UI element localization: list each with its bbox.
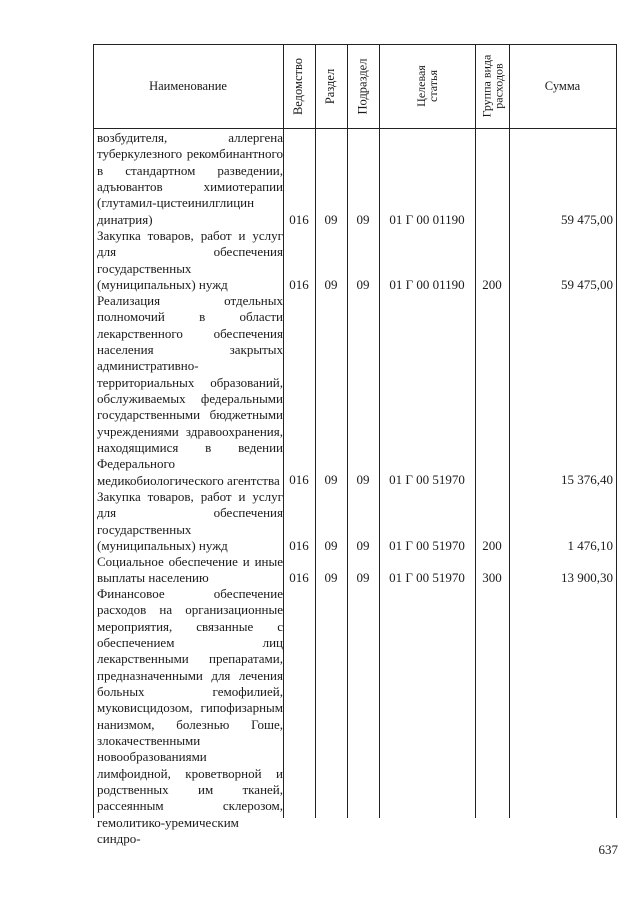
cell-razdel: 09	[324, 570, 338, 585]
table-row	[93, 538, 617, 554]
item-name-text: Реализация отдельных полномочий в области лекарственного обеспечения населения закрытых административно-территориальных образований, обслуживаемых федеральными государственными бюджетными учреждениями здравоохранения, находящимися в ведении Федерального медикобиологического агентства	[97, 293, 283, 488]
grid-line	[315, 44, 316, 818]
item-name-block	[97, 293, 283, 489]
item-name-block	[97, 586, 283, 848]
budget-table	[93, 44, 617, 847]
cell-celevaya: 01 Г 00 01190	[389, 212, 465, 227]
cell-podrazdel: 09	[356, 277, 370, 292]
header-celevaya	[415, 65, 439, 107]
header-summa: Сумма	[544, 78, 581, 93]
item-name-text: Финансовое обеспечение расходов на организационные мероприятия, связанные с обеспечением лиц лекарственными препаратами, предназначенными для лечения больных гемофилией, муковисцидозом, гипофизарным нанизмом, болезнью Гоше, злокачественными новообразованиями лимфоидной, кроветворной и родственных им тканей, рассеянным склерозом, гемолитико-уремическим синдро-	[97, 586, 283, 847]
header-gruppa-cell	[475, 44, 509, 128]
cell-celevaya: 01 Г 00 51970	[389, 538, 465, 553]
cell-razdel: 09	[324, 472, 338, 487]
cell-vedomstvo: 016	[289, 472, 309, 487]
header-vedomstvo: Ведомство	[291, 57, 306, 115]
header-razdel-cell	[315, 44, 347, 128]
cell-vedomstvo: 016	[289, 570, 309, 585]
item-name-text: Социальное обеспечение и иные выплаты населению	[97, 554, 283, 586]
table-row	[93, 570, 617, 586]
header-gruppa	[480, 55, 504, 118]
item-name-text: возбудителя, аллергена туберкулезного рекомбинантного в стандартном разведении, адъювантов химиотерапии (глутамил-цистеинилглицин динатрия)	[97, 130, 283, 227]
table-row	[93, 277, 617, 293]
cell-gruppa: 300	[482, 570, 502, 585]
cell-summa: 13 900,30	[561, 570, 613, 585]
cell-razdel: 09	[324, 212, 338, 227]
grid-line	[379, 44, 380, 818]
cell-celevaya: 01 Г 00 51970	[389, 472, 465, 487]
cell-vedomstvo: 016	[289, 212, 309, 227]
header-celevaya-cell	[379, 44, 475, 128]
header-podrazdel-cell	[347, 44, 379, 128]
header-name-cell	[93, 44, 283, 128]
header-gruppa-line1: Группа вида	[479, 54, 493, 118]
header-razdel: Раздел	[323, 68, 338, 104]
cell-razdel: 09	[324, 538, 338, 553]
cell-summa: 1 476,10	[567, 538, 613, 553]
header-summa-cell	[509, 44, 616, 128]
table-row	[93, 472, 617, 488]
table-row	[93, 212, 617, 228]
item-name-text: Закупка товаров, работ и услуг для обеспечения государственных (муниципальных) нужд	[97, 228, 283, 293]
header-podrazdel: Подраздел	[355, 58, 370, 114]
header-celevaya-line2: статья	[425, 70, 440, 102]
cell-podrazdel: 09	[356, 538, 370, 553]
header-celevaya-line1: Целевая	[413, 65, 428, 107]
cell-gruppa: 200	[482, 538, 502, 553]
header-gruppa-line2: расходов	[491, 63, 505, 109]
cell-summa: 15 376,40	[561, 472, 613, 487]
grid-line	[347, 44, 348, 818]
cell-summa: 59 475,00	[561, 212, 613, 227]
grid-line	[475, 44, 476, 818]
item-name-text: Закупка товаров, работ и услуг для обеспечения государственных (муниципальных) нужд	[97, 489, 283, 554]
grid-line	[509, 44, 510, 818]
header-name: Наименование	[149, 78, 227, 93]
cell-podrazdel: 09	[356, 570, 370, 585]
grid-line	[93, 44, 94, 818]
grid-line	[616, 44, 617, 818]
header-vedomstvo-cell	[283, 44, 315, 128]
cell-gruppa: 200	[482, 277, 502, 292]
cell-razdel: 09	[324, 277, 338, 292]
cell-podrazdel: 09	[356, 212, 370, 227]
grid-line	[283, 44, 284, 818]
cell-vedomstvo: 016	[289, 538, 309, 553]
page-number: 637	[598, 842, 618, 857]
cell-vedomstvo: 016	[289, 277, 309, 292]
cell-celevaya: 01 Г 00 01190	[389, 277, 465, 292]
cell-celevaya: 01 Г 00 51970	[389, 570, 465, 585]
cell-podrazdel: 09	[356, 472, 370, 487]
grid-line	[93, 128, 617, 129]
cell-summa: 59 475,00	[561, 277, 613, 292]
